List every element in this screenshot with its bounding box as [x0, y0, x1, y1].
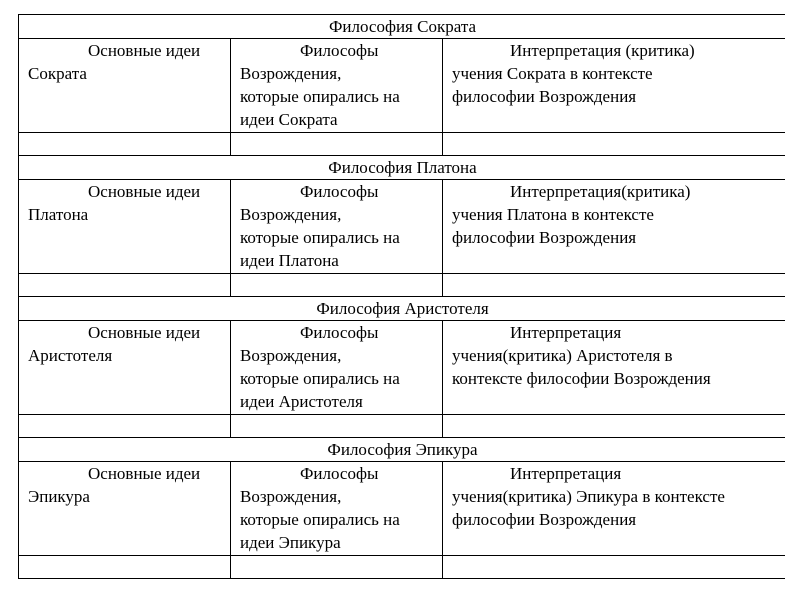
- empty-cell[interactable]: [231, 556, 443, 578]
- empty-cell[interactable]: [443, 415, 785, 437]
- column-header-row: [19, 39, 785, 133]
- ideas-header-line: Платона: [28, 205, 89, 224]
- interpretation-header-line: философии Возрождения: [452, 510, 637, 529]
- philosophers-header-line: идеи Платона: [240, 251, 339, 270]
- philosophy-table: [18, 14, 785, 579]
- philosophers-header-cell[interactable]: [231, 39, 443, 132]
- interpretation-header-cell[interactable]: [443, 462, 785, 555]
- philosophers-header-line: Философы: [300, 41, 379, 60]
- empty-cell[interactable]: [443, 274, 785, 296]
- ideas-header-line: Основные идеи: [88, 41, 201, 60]
- ideas-header-cell[interactable]: [19, 462, 231, 555]
- empty-row: [19, 133, 785, 156]
- interpretation-header-cell[interactable]: [443, 39, 785, 132]
- philosophers-header-line: идеи Аристотеля: [240, 392, 363, 411]
- ideas-header-line: Эпикура: [28, 487, 90, 506]
- ideas-header-line: Основные идеи: [88, 182, 201, 201]
- philosophers-header-line: Возрождения,: [240, 487, 342, 506]
- empty-row: [19, 274, 785, 297]
- empty-cell[interactable]: [443, 556, 785, 578]
- ideas-header-line: Основные идеи: [88, 323, 201, 342]
- philosophers-header-cell[interactable]: [231, 321, 443, 414]
- interpretation-header-line: учения Сократа в контексте: [452, 64, 653, 83]
- empty-row: [19, 415, 785, 438]
- philosophers-header-line: которые опирались на: [240, 228, 400, 247]
- philosophers-header-line: идеи Сократа: [240, 110, 338, 129]
- ideas-header-cell[interactable]: [19, 321, 231, 414]
- philosophers-header-line: которые опирались на: [240, 369, 400, 388]
- empty-cell[interactable]: [231, 274, 443, 296]
- empty-cell[interactable]: [19, 415, 231, 437]
- interpretation-header-line: философии Возрождения: [452, 87, 637, 106]
- philosophers-header-line: идеи Эпикура: [240, 533, 341, 552]
- section-title-row: [19, 156, 785, 180]
- section-title-row: [19, 15, 785, 39]
- philosophers-header-line: Философы: [300, 323, 379, 342]
- interpretation-header-line: Интерпретация: [510, 323, 622, 342]
- philosophers-header-line: Философы: [300, 182, 379, 201]
- interpretation-header-line: Интерпретация (критика): [510, 41, 695, 60]
- interpretation-header-line: Интерпретация: [510, 464, 622, 483]
- ideas-header-cell[interactable]: [19, 180, 231, 273]
- column-header-row: [19, 321, 785, 415]
- empty-row: [19, 556, 785, 579]
- empty-cell[interactable]: [19, 556, 231, 578]
- philosophers-header-line: Возрождения,: [240, 205, 342, 224]
- empty-cell[interactable]: [231, 133, 443, 155]
- interpretation-header-cell[interactable]: [443, 321, 785, 414]
- interpretation-header-line: учения Платона в контексте: [452, 205, 654, 224]
- empty-cell[interactable]: [231, 415, 443, 437]
- section-title: Философия Сократа: [328, 17, 477, 36]
- empty-cell[interactable]: [443, 133, 785, 155]
- section-title: Философия Аристотеля: [316, 299, 489, 318]
- ideas-header-line: Аристотеля: [28, 346, 113, 365]
- interpretation-header-line: Интерпретация(критика): [510, 182, 691, 201]
- philosophers-header-line: Возрождения,: [240, 64, 342, 83]
- philosophers-header-cell[interactable]: [231, 180, 443, 273]
- section-title-row: [19, 297, 785, 321]
- ideas-header-line: Сократа: [28, 64, 87, 83]
- interpretation-header-line: учения(критика) Аристотеля в: [452, 346, 673, 365]
- interpretation-header-cell[interactable]: [443, 180, 785, 273]
- column-header-row: [19, 462, 785, 556]
- philosophers-header-line: которые опирались на: [240, 87, 400, 106]
- philosophers-header-cell[interactable]: [231, 462, 443, 555]
- section-title: Философия Платона: [328, 158, 477, 177]
- interpretation-header-line: учения(критика) Эпикура в контексте: [452, 487, 725, 506]
- section-title-row: [19, 438, 785, 462]
- ideas-header-line: Основные идеи: [88, 464, 201, 483]
- philosophers-header-line: Философы: [300, 464, 379, 483]
- philosophers-header-line: которые опирались на: [240, 510, 400, 529]
- section-title: Философия Эпикура: [327, 440, 478, 459]
- interpretation-header-line: контексте философии Возрождения: [452, 369, 711, 388]
- philosophers-header-line: Возрождения,: [240, 346, 342, 365]
- column-header-row: [19, 180, 785, 274]
- empty-cell[interactable]: [19, 274, 231, 296]
- interpretation-header-line: философии Возрождения: [452, 228, 637, 247]
- ideas-header-cell[interactable]: [19, 39, 231, 132]
- empty-cell[interactable]: [19, 133, 231, 155]
